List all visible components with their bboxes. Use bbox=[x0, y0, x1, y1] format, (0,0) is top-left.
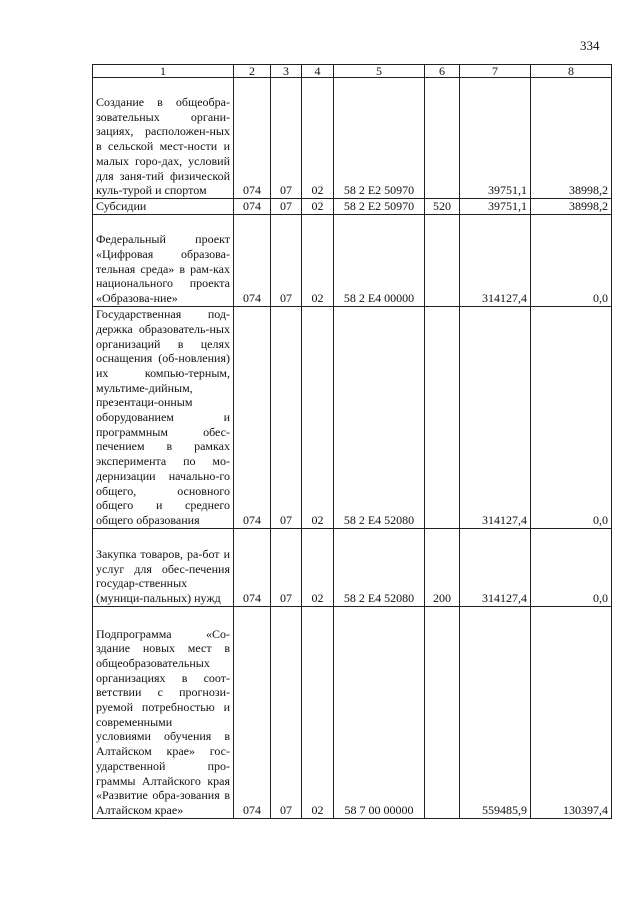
row-description: Закупка товаров, ра-бот и услуг для обес-печения государ-ственных (муници-пальных) нужд bbox=[93, 528, 234, 606]
cell-expense-type bbox=[425, 606, 460, 818]
page-number: 334 bbox=[580, 38, 600, 53]
column-header: 1 bbox=[93, 65, 234, 78]
table-row bbox=[93, 528, 612, 606]
cell-section: 07 bbox=[271, 606, 302, 818]
cell-subsection: 02 bbox=[302, 606, 334, 818]
cell-section: 07 bbox=[271, 78, 302, 199]
cell-amount-1: 39751,1 bbox=[460, 78, 531, 199]
cell-ministry: 074 bbox=[234, 214, 271, 306]
cell-target-code: 58 2 Е4 52080 bbox=[334, 306, 425, 528]
column-header: 8 bbox=[531, 65, 612, 78]
cell-subsection: 02 bbox=[302, 528, 334, 606]
table-row bbox=[93, 199, 612, 215]
cell-amount-2: 38998,2 bbox=[531, 78, 612, 199]
cell-expense-type bbox=[425, 306, 460, 528]
cell-target-code: 58 7 00 00000 bbox=[334, 606, 425, 818]
cell-expense-type: 520 bbox=[425, 199, 460, 215]
cell-section: 07 bbox=[271, 306, 302, 528]
cell-amount-2: 0,0 bbox=[531, 306, 612, 528]
cell-amount-2: 38998,2 bbox=[531, 199, 612, 215]
cell-amount-1: 559485,9 bbox=[460, 606, 531, 818]
table-row bbox=[93, 306, 612, 528]
cell-expense-type bbox=[425, 214, 460, 306]
cell-target-code: 58 2 Е4 52080 bbox=[334, 528, 425, 606]
table-row bbox=[93, 78, 612, 199]
cell-section: 07 bbox=[271, 199, 302, 215]
column-header: 7 bbox=[460, 65, 531, 78]
row-description: Федеральный проект «Цифровая образова-тельная среда» в рам-ках национального проекта «Образова-ние» bbox=[93, 214, 234, 306]
cell-ministry: 074 bbox=[234, 606, 271, 818]
cell-subsection: 02 bbox=[302, 199, 334, 215]
cell-ministry: 074 bbox=[234, 306, 271, 528]
cell-amount-2: 130397,4 bbox=[531, 606, 612, 818]
cell-target-code: 58 2 Е2 50970 bbox=[334, 199, 425, 215]
cell-subsection: 02 bbox=[302, 214, 334, 306]
table-row bbox=[93, 606, 612, 818]
column-header: 4 bbox=[302, 65, 334, 78]
cell-amount-1: 314127,4 bbox=[460, 306, 531, 528]
row-description: Подпрограмма «Со-здание новых мест в общеобразовательных организациях в соот-ветствии с прогнози-руемой потребностью и современными условиями обучения в Алтайском крае» гос-ударственной про-граммы Алтайского края «Развитие обра-зования в Алтайском крае» bbox=[93, 606, 234, 818]
row-description: Создание в общеобра-зовательных органи-зациях, расположен-ных в сельской мест-ности и малых горо-дах, условий для заня-тий физической куль-турой и спортом bbox=[93, 78, 234, 199]
cell-ministry: 074 bbox=[234, 199, 271, 215]
cell-amount-1: 314127,4 bbox=[460, 214, 531, 306]
cell-section: 07 bbox=[271, 528, 302, 606]
cell-amount-2: 0,0 bbox=[531, 528, 612, 606]
cell-subsection: 02 bbox=[302, 78, 334, 199]
cell-expense-type: 200 bbox=[425, 528, 460, 606]
cell-amount-1: 39751,1 bbox=[460, 199, 531, 215]
budget-table bbox=[92, 64, 612, 819]
column-header: 2 bbox=[234, 65, 271, 78]
row-description: Государственная под-держка образователь-ных организаций в целях оснащения (об-новления) их компью-терным, мультиме-дийным, презентаци-онным оборудованием и программным обес-печением в рамках эксперимента по мо-дернизации начально-го общего, основного общего и среднего общего образования bbox=[93, 306, 234, 528]
column-header: 6 bbox=[425, 65, 460, 78]
column-header: 5 bbox=[334, 65, 425, 78]
row-description: Субсидии bbox=[93, 199, 234, 215]
cell-target-code: 58 2 Е2 50970 bbox=[334, 78, 425, 199]
cell-ministry: 074 bbox=[234, 78, 271, 199]
header-row bbox=[93, 65, 612, 78]
column-header: 3 bbox=[271, 65, 302, 78]
cell-subsection: 02 bbox=[302, 306, 334, 528]
cell-ministry: 074 bbox=[234, 528, 271, 606]
cell-target-code: 58 2 Е4 00000 bbox=[334, 214, 425, 306]
cell-section: 07 bbox=[271, 214, 302, 306]
cell-amount-1: 314127,4 bbox=[460, 528, 531, 606]
table-row bbox=[93, 214, 612, 306]
cell-amount-2: 0,0 bbox=[531, 214, 612, 306]
cell-expense-type bbox=[425, 78, 460, 199]
